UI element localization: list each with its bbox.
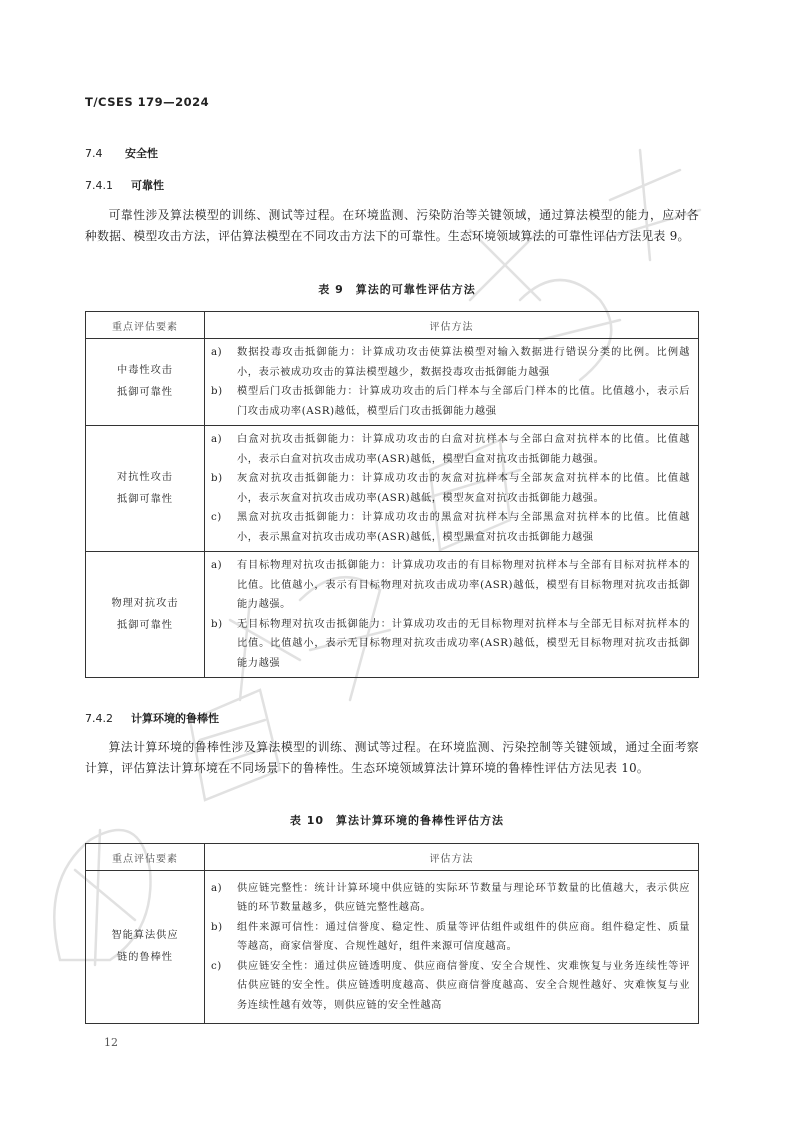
- list-item: a) 数据投毒攻击抵御能力：计算成功攻击使算法模型对输入数据进行错误分类的比例。比例越小，表示被成功攻击的算法模型越少，数据投毒攻击抵御能力越强: [211, 347, 690, 378]
- evaluation-method: [205, 339, 699, 426]
- column-header: 重点评估要素: [86, 312, 205, 339]
- evaluation-method: [205, 871, 699, 1024]
- list-item: c) 供应链安全性：通过供应链透明度、供应商信誉度、安全合规性、灾难恢复与业务连续性等评估供应链的安全性。供应链透明度越高、供应商信誉度越高、安全合规性越好、灾难恢复与业务连续性越有效等，则供应链的安全性越高: [211, 960, 690, 1011]
- list-item: b) 组件来源可信性：通过信誉度、稳定性、质量等评估组件或组件的供应商。组件稳定性、质量等越高，商家信誉度、合规性越好，组件来源可信度越高。: [211, 921, 690, 953]
- table-header-row: [86, 312, 699, 339]
- table-10: [85, 843, 699, 1024]
- table-9-caption: 表 9 算法的可靠性评估方法: [318, 283, 476, 296]
- list-item: a) 有目标物理对抗攻击抵御能力：计算成功攻击的有目标物理对抗样本与全部有目标对抗样本的比值。比值越小，表示有目标物理对抗攻击成功率(ASR)越低，模型有目标物理对抗攻击抵御能力越强。: [211, 560, 690, 610]
- evaluation-method: [205, 552, 699, 678]
- evaluation-element: 智能算法供应 链的鲁棒性: [86, 871, 205, 1024]
- section-title: 可靠性: [131, 179, 164, 192]
- column-header: 评估方法: [205, 844, 699, 871]
- robustness-paragraph: 算法计算环境的鲁棒性涉及算法模型的训练、测试等过程。在环境监测、污染控制等关键领域，通过全面考察计算，评估算法计算环境在不同场景下的鲁棒性。生态环境领域算法计算环境的鲁棒性评估方法见表 10。: [85, 740, 699, 775]
- evaluation-element: 物理对抗攻击 抵御可靠性: [86, 552, 205, 678]
- section-7-4-heading: [85, 145, 158, 161]
- list-item: c) 黑盒对抗攻击抵御能力：计算成功攻击的黑盒对抗样本与全部黑盒对抗样本的比值。比值越小，表示黑盒对抗攻击成功率(ASR)越低，模型黑盒对抗攻击抵御能力越强: [211, 512, 690, 543]
- table-row: [86, 871, 699, 1024]
- list-item: b) 模型后门攻击抵御能力：计算成功攻击的后门样本与全部后门样本的比值。比值越小，表示后门攻击成功率(ASR)越低，模型后门攻击抵御能力越强: [211, 386, 690, 417]
- table-header-row: [86, 844, 699, 871]
- document-header: T/CSES 179—2024: [85, 95, 210, 109]
- section-title: 计算环境的鲁棒性: [131, 712, 219, 725]
- section-7-4-1-heading: [85, 177, 164, 193]
- evaluation-element: 对抗性攻击 抵御可靠性: [86, 426, 205, 552]
- list-item: b) 无目标物理对抗攻击抵御能力：计算成功攻击的无目标物理对抗样本与全部无目标对抗样本的比值。比值越小，表示无目标物理对抗攻击成功率(ASR)越低，模型无目标物理对抗攻击抵御能力越强: [211, 618, 690, 669]
- section-7-4-2-heading: [85, 710, 219, 726]
- table-9: [85, 311, 699, 678]
- page-number: 12: [104, 1036, 118, 1049]
- table-row: [86, 339, 699, 426]
- table-row: [86, 426, 699, 552]
- table-10-caption: 表 10 算法计算环境的鲁棒性评估方法: [289, 814, 505, 827]
- reliability-paragraph: 可靠性涉及算法模型的训练、测试等过程。在环境监测、污染防治等关键领域，通过算法模型的能力，应对各种数据、模型攻击方法，评估算法模型在不同攻击方法下的可靠性。生态环境领域算法的可靠性评估方法见表 9。: [85, 208, 699, 243]
- section-title: 安全性: [125, 147, 158, 160]
- list-item: b) 灰盒对抗攻击抵御能力：计算成功攻击的灰盒对抗样本与全部灰盒对抗样本的比值。比值越小，表示灰盒对抗攻击成功率(ASR)越低，模型灰盒对抗攻击抵御能力越强。: [211, 473, 690, 504]
- evaluation-element: 中毒性攻击 抵御可靠性: [86, 339, 205, 426]
- column-header: 评估方法: [205, 312, 699, 339]
- evaluation-method: [205, 426, 699, 552]
- list-item: a) 白盒对抗攻击抵御能力：计算成功攻击的白盒对抗样本与全部白盒对抗样本的比值。比值越小，表示白盒对抗攻击成功率(ASR)越低，模型白盒对抗攻击抵御能力越强。: [211, 434, 690, 465]
- column-header: 重点评估要素: [86, 844, 205, 871]
- table-row: [86, 552, 699, 678]
- section-number: 7.4.2: [85, 712, 113, 725]
- section-number: 7.4: [85, 147, 103, 160]
- section-number: 7.4.1: [85, 179, 113, 192]
- list-item: a) 供应链完整性：统计计算环境中供应链的实际环节数量与理论环节数量的比值越大，表示供应链的环节数量越多，供应链完整性越高。: [211, 882, 690, 914]
